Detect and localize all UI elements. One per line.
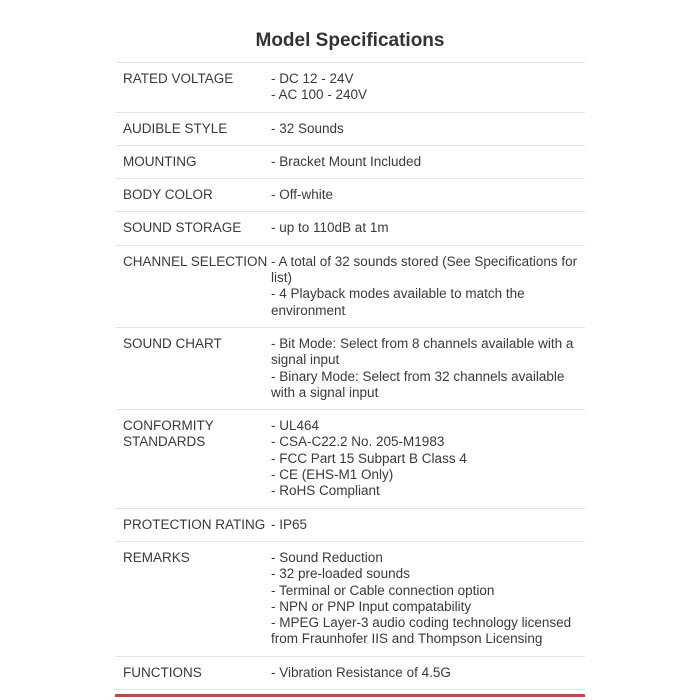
spec-label: CHANNEL SELECTION (123, 253, 268, 269)
spec-label: BODY COLOR (123, 187, 213, 203)
spec-row-remarks (115, 542, 585, 657)
spec-value-line: - 4 Playback modes available to match the environment (271, 286, 525, 318)
spec-value (271, 550, 585, 648)
spec-row-mounting (115, 146, 585, 179)
spec-value-line: - Bracket Mount Included (271, 153, 422, 169)
spec-value-line: - up to 110dB at 1m (271, 220, 389, 236)
spec-row-conformity-standards (115, 410, 585, 508)
spec-label: SOUND STORAGE (123, 220, 242, 236)
spec-value (271, 665, 585, 681)
spec-value-line: - MPEG Layer-3 audio coding technology licensed from Fraunhofer IIS and Thompson Licensing (271, 615, 572, 647)
spec-value-line: - Binary Mode: Select from 32 channels available with a signal input (271, 368, 565, 400)
spec-value (271, 517, 585, 533)
spec-label: REMARKS (123, 549, 190, 565)
spec-value (271, 154, 585, 170)
spec-value (271, 220, 585, 236)
spec-value-line: - 32 pre-loaded sounds (271, 566, 410, 582)
accent-divider (115, 694, 585, 697)
spec-label: PROTECTION RATING (123, 516, 266, 532)
spec-value (271, 418, 585, 499)
spec-row-functions (115, 657, 585, 690)
spec-value-line: - CSA-C22.2 No. 205-M1983 (271, 434, 445, 450)
spec-value-line: - Terminal or Cable connection option (271, 582, 495, 598)
spec-value (271, 121, 585, 137)
spec-value-line: - NPN or PNP Input compatability (271, 598, 472, 614)
spec-row-channel-selection (115, 246, 585, 328)
spec-row-audible-style (115, 113, 585, 146)
spec-value-line: - FCC Part 15 Subpart B Class 4 (271, 450, 467, 466)
spec-value-line: - DC 12 - 24V (271, 71, 354, 86)
spec-value-line: - A total of 32 sounds stored (See Specifications for list) (271, 253, 578, 286)
spec-value-line: - Off-white (271, 187, 334, 203)
spec-row-rated-voltage (115, 63, 585, 113)
spec-value-line: - AC 100 - 240V (271, 87, 368, 103)
spec-value-line: - Vibration Resistance of 4.5G (271, 664, 451, 680)
spec-value-line: - RoHS Compliant (271, 483, 380, 499)
spec-row-body-color (115, 179, 585, 212)
spec-label: AUDIBLE STYLE (123, 120, 228, 136)
spec-label: MOUNTING (123, 153, 197, 169)
spec-value-line: - Sound Reduction (271, 549, 383, 565)
spec-value-line: - CE (EHS-M1 Only) (271, 467, 394, 483)
spec-value-line: - 32 Sounds (271, 120, 344, 136)
spec-value (271, 71, 585, 104)
spec-value (271, 187, 585, 203)
spec-label: RATED VOLTAGE (123, 71, 234, 86)
page-title: Model Specifications (255, 30, 445, 51)
spec-table (115, 62, 585, 690)
spec-value (271, 336, 585, 401)
spec-label: FUNCTIONS (123, 664, 202, 680)
spec-value-line: - UL464 (271, 418, 320, 434)
spec-value (271, 254, 585, 319)
spec-value-line: - IP65 (271, 516, 308, 532)
spec-row-sound-storage (115, 212, 585, 245)
spec-label: CONFORMITY STANDARDS (123, 418, 214, 450)
spec-value-line: - Bit Mode: Select from 8 channels available with a signal input (271, 335, 574, 368)
spec-row-protection-rating (115, 509, 585, 542)
spec-row-sound-chart (115, 328, 585, 410)
spec-label: SOUND CHART (123, 335, 222, 351)
